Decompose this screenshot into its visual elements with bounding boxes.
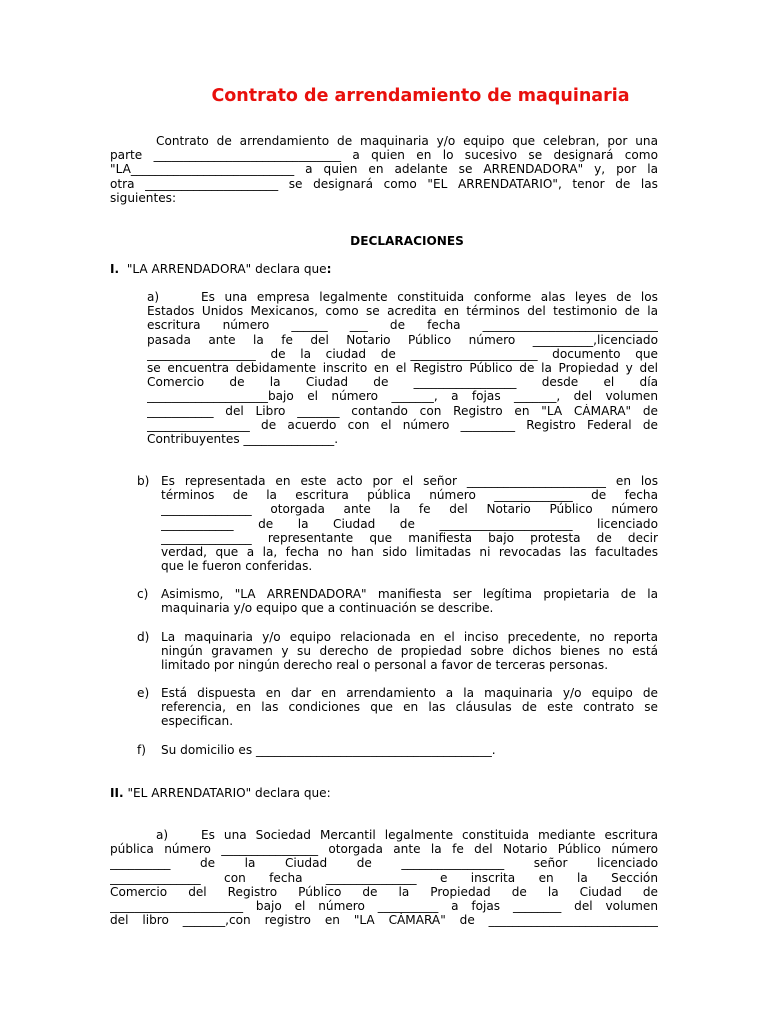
item-c-line: Asimismo, "LA ARRENDADORA" manifiesta ser legítima propietaria de la [161, 587, 658, 601]
item-c-line: maquinaria y/o equipo que a continuación se describe. [161, 601, 494, 616]
item-a-line: Estados Unidos Mexicanos, como se acredita en términos del testimonio de la [147, 304, 658, 319]
item-c-paragraph [161, 587, 658, 615]
item-d-paragraph [161, 630, 658, 673]
section-two-numeral: II. [110, 786, 124, 800]
document-title: Contrato de arrendamiento de maquinaria [211, 86, 630, 106]
item-b-label: b) [137, 474, 150, 488]
item-a-line: Comercio de la Ciudad de _________________ desde el día [147, 375, 658, 390]
item-e-line: Está dispuesta en dar en arrendamiento a la maquinaria y/o equipo de [161, 686, 658, 700]
item-a2-line: Es una Sociedad Mercantil legalmente constituida mediante escritura [201, 828, 658, 842]
item-e-label: e) [137, 686, 150, 700]
item-b-paragraph [161, 474, 658, 573]
item-d-line: limitado por ningún derecho real o personal a favor de terceras personas. [161, 658, 609, 673]
item-e-paragraph [161, 686, 658, 729]
intro-line: siguientes: [110, 190, 177, 205]
section-one-colon: : [326, 262, 332, 276]
item-b-line: términos de la escritura pública número _____________ de fecha [161, 488, 658, 503]
item-b-line: verdad, que a la, fecha no han sido limitadas ni revocadas las facultades [161, 544, 658, 559]
item-a-line: escritura número ______ ___ de fecha _____________________________ [147, 318, 658, 333]
item-a-line: __________________ de la ciudad de _____________________ documento que [147, 346, 658, 361]
item-b-line: _______________ otorgada ante la fe del Notario Público número [161, 502, 658, 517]
item-b-line: _______________ representante que manifiesta bajo protesta de decir [161, 530, 658, 545]
item-a-line: Contribuyentes _______________. [147, 431, 339, 446]
intro-line: parte _______________________________ a quien en lo sucesivo se designará como [110, 148, 658, 163]
item-a2-line: __________ de la Ciudad de _________________ señor licenciado [110, 856, 658, 871]
item-f-line: Su domicilio es _______________________________________. [161, 743, 496, 757]
item-a2-label: a) [156, 828, 169, 842]
item-a-line: ____________________bajo el número _______, a fojas _______, del volumen [147, 389, 658, 404]
item-d-line: ningún gravamen y su derecho de propiedad sobre dichos bienes no está [161, 644, 658, 659]
item-a-line: Es una empresa legalmente constituida conforme alas leyes de los [201, 290, 658, 304]
item-e-line: especifican. [161, 714, 234, 729]
item-e-line: referencia, en las condiciones que en las cláusulas de este contrato se [161, 700, 658, 715]
section-one-text: "LA ARRENDADORA" declara que [126, 262, 327, 276]
item-f-paragraph [161, 743, 658, 757]
item-a2-paragraph [110, 828, 658, 927]
section-one-numeral: I. [110, 262, 120, 276]
item-d-line: La maquinaria y/o equipo relacionada en el inciso precedente, no reporta [161, 630, 658, 644]
item-b-line: Es representada en este acto por el señor _______________________ en los [161, 474, 658, 488]
section-two-heading [110, 786, 331, 800]
intro-line: "LA___________________________ a quien en adelante se ARRENDADORA" y, por la [110, 162, 658, 177]
item-b-line: que le fueron conferidas. [161, 559, 313, 574]
intro-line: Contrato de arrendamiento de maquinaria y/o equipo que celebran, por una [156, 134, 658, 148]
item-a2-line: del libro _______,con registro en "LA CÁMARA" de ____________________________ [110, 913, 658, 928]
intro-line: otra ______________________ se designará como "EL ARRENDATARIO", tenor de las [110, 176, 658, 191]
item-b-line: ____________ de la Ciudad de ______________________ licenciado [161, 516, 658, 531]
item-a-line: se encuentra debidamente inscrito en el Registro Público de la Propiedad y del [147, 360, 658, 375]
intro-paragraph [110, 134, 658, 205]
item-f-label: f) [137, 743, 146, 757]
item-a-paragraph [147, 290, 658, 446]
item-c-label: c) [137, 587, 149, 601]
declarations-heading: DECLARACIONES [350, 234, 464, 248]
section-two-text: "EL ARRENDATARIO" declara que: [127, 786, 331, 800]
item-d-label: d) [137, 630, 150, 644]
item-a-line: ___________ del Libro _______ contando con Registro en "LA CÁMARA" de [147, 403, 658, 418]
item-a2-line: pública número ________________ otorgada ante la fe del Notario Público número [110, 842, 658, 857]
item-a2-line: _______________ con fecha _______________ e inscrita en la Sección [110, 870, 658, 885]
item-a2-line: Comercio del Registro Público de la Propiedad de la Ciudad de [110, 884, 658, 899]
section-one-heading [110, 262, 331, 276]
item-a-label: a) [147, 290, 160, 304]
item-a2-line: ______________________ bajo el número __________ a fojas ________ del volumen [110, 898, 658, 913]
item-a-line: _________________ de acuerdo con el número _________ Registro Federal de [147, 417, 658, 432]
item-a-line: pasada ante la fe del Notario Público número __________,licenciado [147, 332, 658, 347]
